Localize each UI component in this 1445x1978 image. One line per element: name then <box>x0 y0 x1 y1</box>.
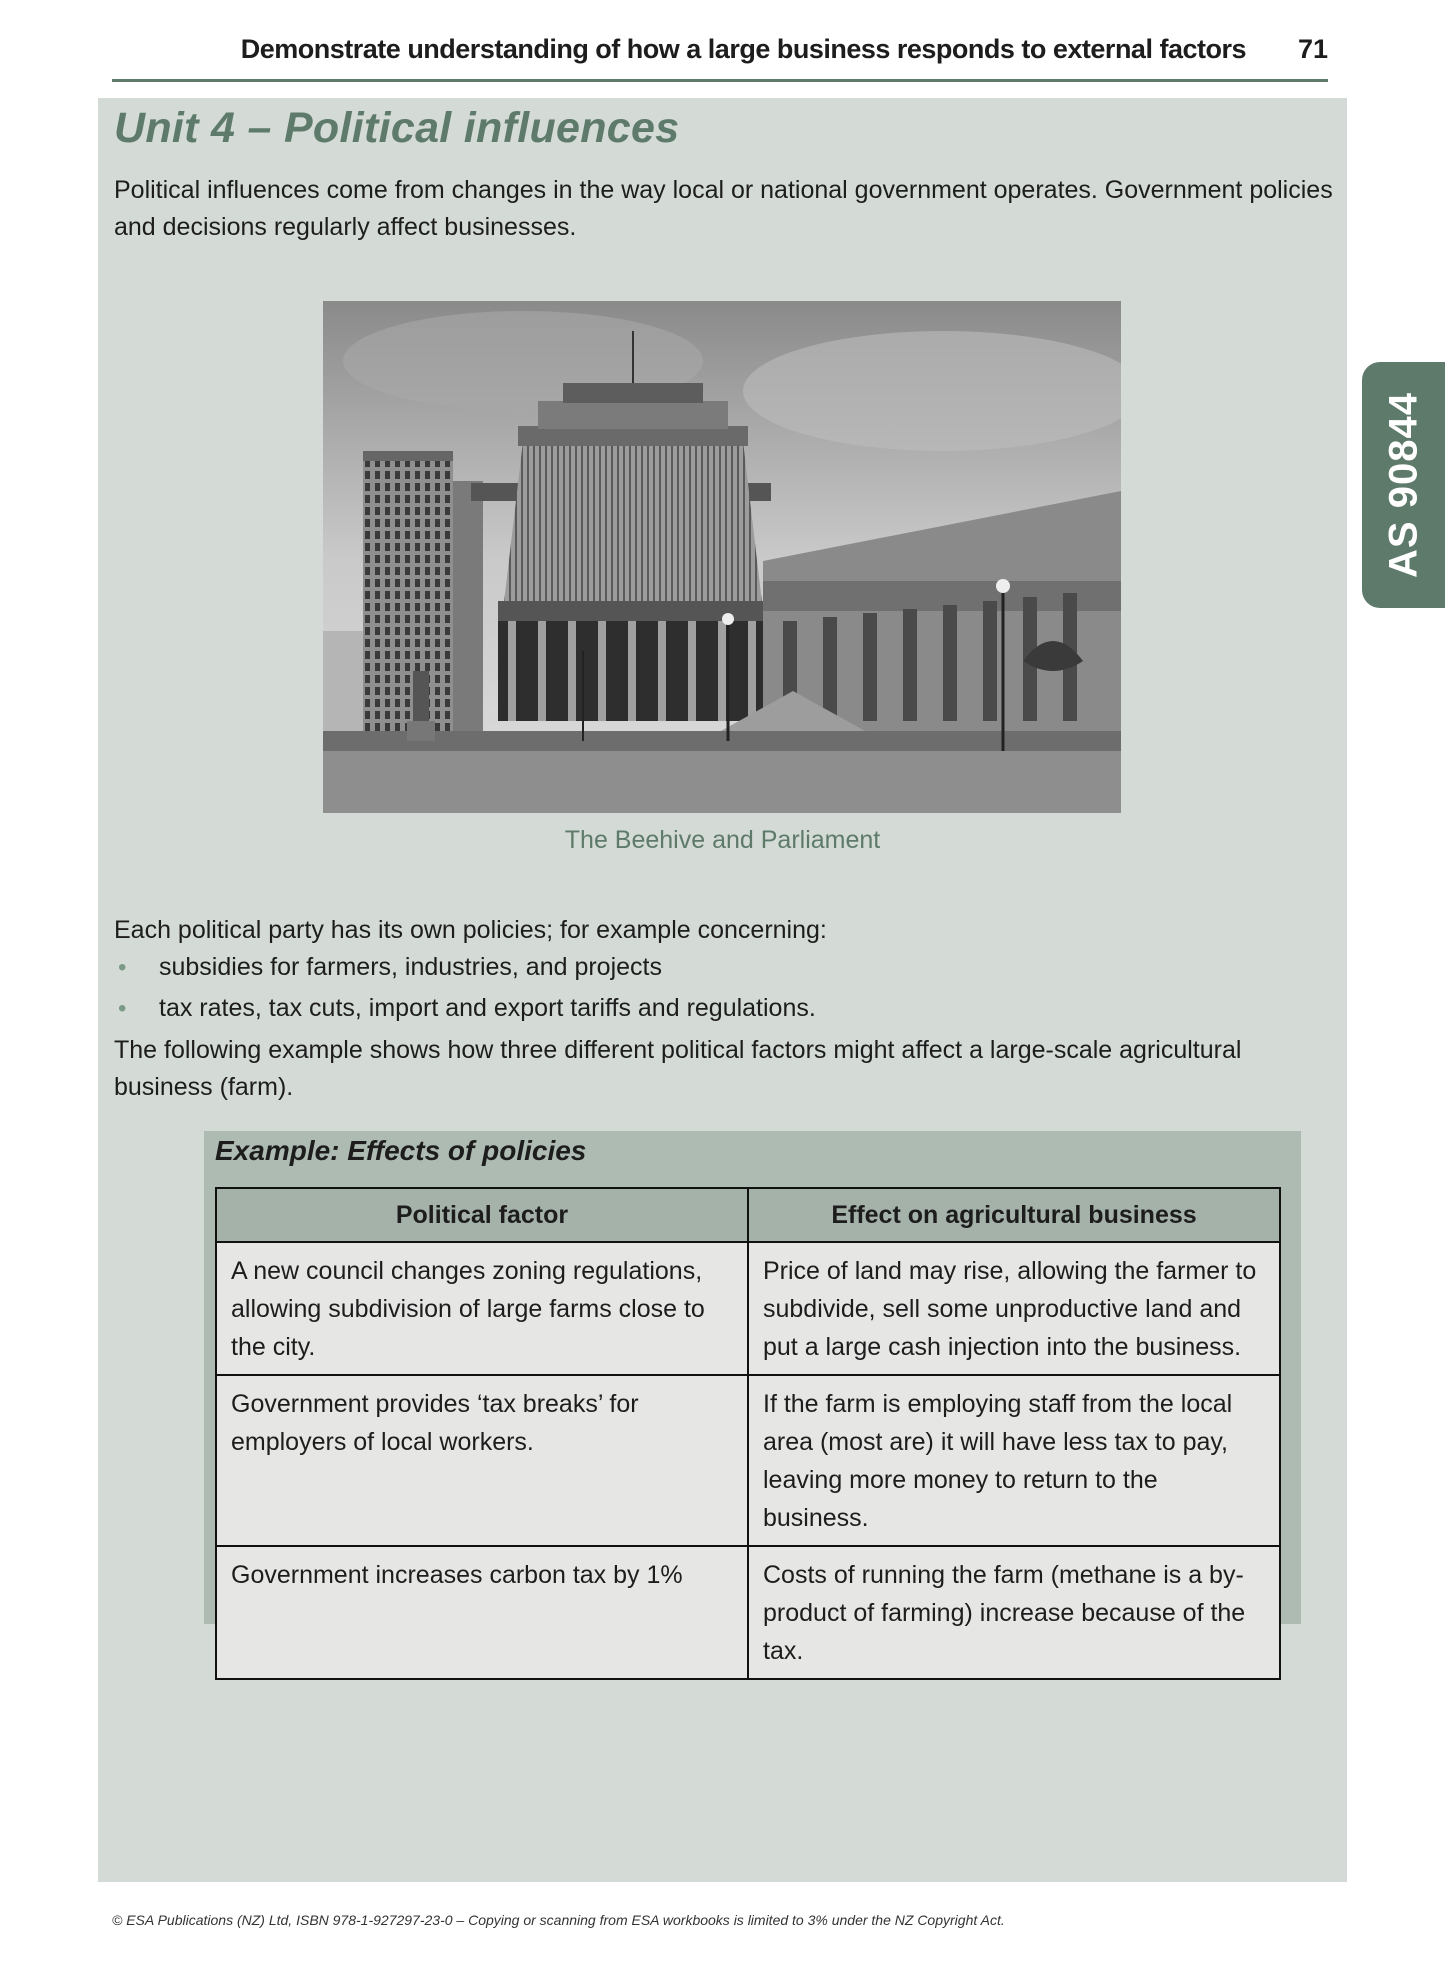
party-policies-lead: Each political party has its own policies; for example concerning: <box>114 916 827 944</box>
table-row <box>216 1242 1280 1375</box>
example-title: Example: Effects of policies <box>215 1135 587 1166</box>
bullet-icon: • <box>118 995 127 1022</box>
column-header-political-factor: Political factor <box>216 1188 748 1242</box>
example-box <box>204 1131 1301 1665</box>
photo-caption: The Beehive and Parliament <box>564 826 881 854</box>
unit-title: Unit 4 – Political influences <box>114 104 680 152</box>
example-lead: The following example shows how three different political factors might affect a large-scale agricultural business (farm). <box>114 1036 1242 1101</box>
running-title: Demonstrate understanding of how a large business responds to external factors <box>240 34 1246 64</box>
intro-paragraph: Political influences come from changes in the way local or national government operates. Government policies and decisions regularly affect businesses. <box>114 176 1333 241</box>
list-item <box>114 947 1314 988</box>
table-cell: If the farm is employing staff from the local area (most are) it will have less tax to pay, leaving more money to return to the business. <box>748 1375 1280 1546</box>
table-header-row <box>216 1188 1280 1242</box>
standard-tab <box>1362 362 1445 608</box>
table-cell: Government provides ‘tax breaks’ for employers of local workers. <box>216 1375 748 1546</box>
table-row <box>216 1375 1280 1546</box>
effects-table <box>215 1187 1281 1680</box>
table-cell: A new council changes zoning regulations, allowing subdivision of large farms close to the city. <box>216 1242 748 1375</box>
bullet-icon: • <box>118 954 127 981</box>
list-item <box>114 988 1314 1029</box>
photo-illustration <box>323 301 1121 813</box>
beehive-parliament-photo <box>323 301 1121 813</box>
copyright-footer: © ESA Publications (NZ) Ltd, ISBN 978-1-927297-23-0 – Copying or scanning from ESA workbooks is limited to 3% under the NZ Copyright Act. <box>112 1912 1005 1928</box>
table-cell: Costs of running the farm (methane is a by-product of farming) increase because of the tax. <box>748 1546 1280 1679</box>
standard-tab-label: AS 90844 <box>1381 392 1425 578</box>
list-item-text: subsidies for farmers, industries, and projects <box>159 953 662 981</box>
unit-panel <box>98 98 1347 1882</box>
table-row <box>216 1546 1280 1679</box>
running-header <box>112 30 1328 82</box>
column-header-effect: Effect on agricultural business <box>748 1188 1280 1242</box>
policy-list <box>114 947 1314 1029</box>
list-item-text: tax rates, tax cuts, import and export tariffs and regulations. <box>159 994 816 1022</box>
page-number: 71 <box>1297 34 1328 64</box>
table-cell: Government increases carbon tax by 1% <box>216 1546 748 1679</box>
table-cell: Price of land may rise, allowing the farmer to subdivide, sell some unproductive land and put a large cash injection into the business. <box>748 1242 1280 1375</box>
